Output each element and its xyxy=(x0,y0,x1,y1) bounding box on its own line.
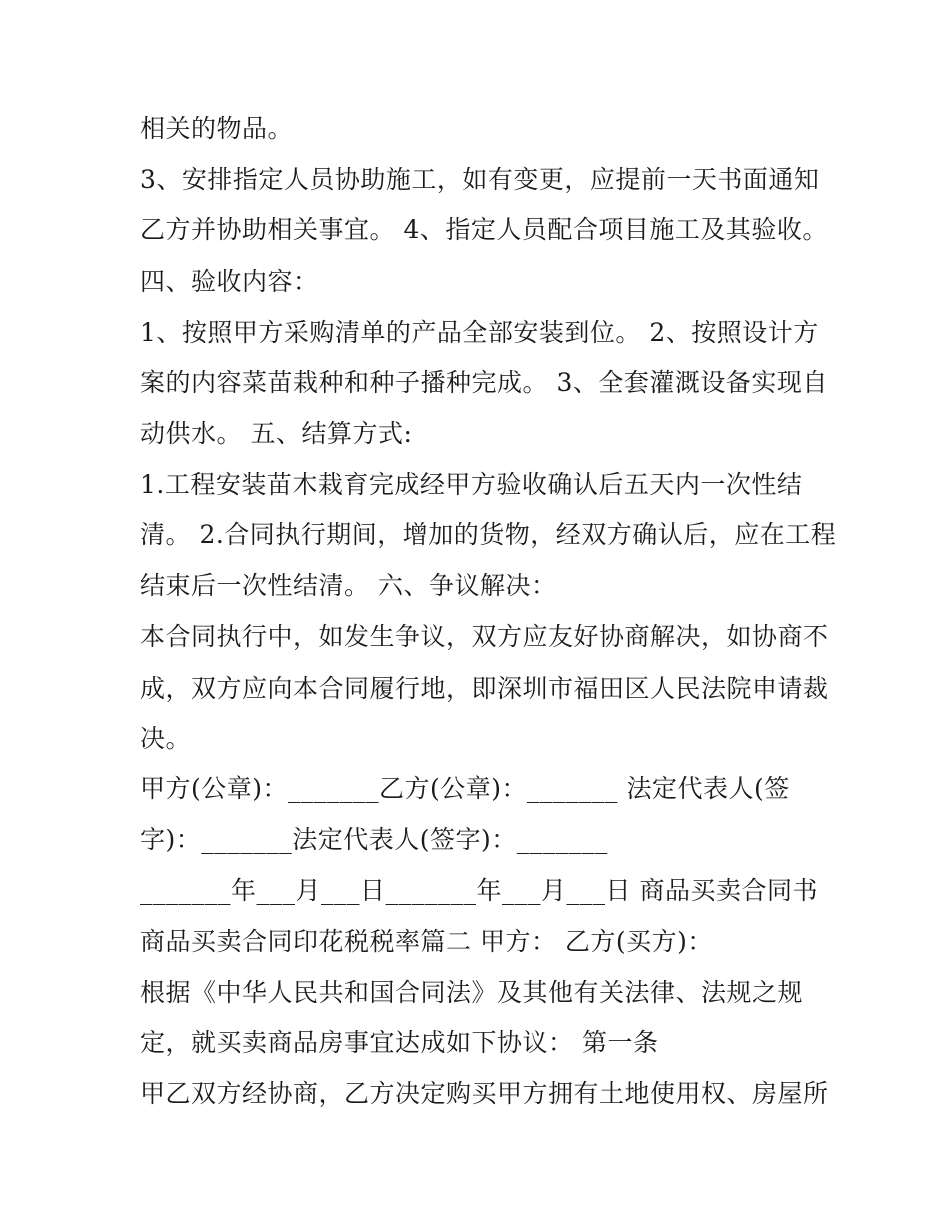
text-line: 案的内容菜苗栽种和种子播种完成。 3、全套灌溉设备实现自 xyxy=(140,368,828,397)
text-line: 动供水。 五、结算方式: xyxy=(140,419,413,448)
text-line: 结束后一次性结清。 六、争议解决： xyxy=(140,571,557,600)
text-line: 定，就买卖商品房事宜达成如下协议： 第一条 xyxy=(140,1028,659,1057)
text-line: 商品买卖合同印花税税率篇二 甲方： 乙方(买方)： xyxy=(140,927,713,956)
text-line: 四、验收内容： xyxy=(140,267,319,296)
text-line: 本合同执行中，如发生争议，双方应友好协商解决，如协商不 xyxy=(140,622,829,651)
text-line: _______年___月___日_______年___月___日 商品买卖合同书 xyxy=(140,876,818,905)
text-line: 清。 2.合同执行期间，增加的货物，经双方确认后，应在工程 xyxy=(140,520,837,549)
text-line: 1、按照甲方采购清单的产品全部安装到位。 2、按照设计方 xyxy=(140,318,819,347)
text-line: 字)：_______法定代表人(签字)：_______ xyxy=(140,825,608,854)
text-line: 甲乙双方经协商，乙方决定购买甲方拥有土地使用权、房屋所 xyxy=(140,1079,829,1108)
text-line: 3、安排指定人员协助施工，如有变更，应提前一天书面通知 xyxy=(140,165,820,194)
text-line: 1.工程安装苗木栽育完成经甲方验收确认后五天内一次性结 xyxy=(140,470,803,499)
text-line: 相关的物品。 xyxy=(140,114,294,143)
text-line: 决。 xyxy=(140,724,192,753)
text-line: 甲方(公章)：_______乙方(公章)：_______ 法定代表人(签 xyxy=(140,774,790,803)
text-line: 根据《中华人民共和国合同法》及其他有关法律、法规之规 xyxy=(140,978,804,1007)
text-line: 成，双方应向本合同履行地，即深圳市福田区人民法院申请裁 xyxy=(140,674,829,703)
text-line: 乙方并协助相关事宜。 4、指定人员配合项目施工及其验收。 xyxy=(140,215,828,244)
